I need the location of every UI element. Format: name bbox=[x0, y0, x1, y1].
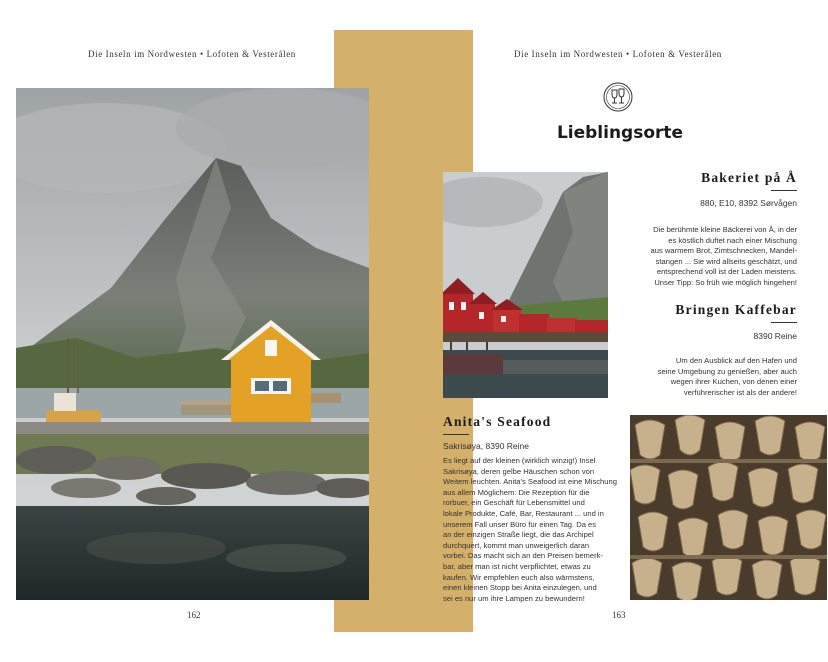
entry-title-anitas: Anita's Seafood bbox=[443, 414, 552, 429]
entry-body-anitas: Es liegt auf der kleinen (wirklich winzig!) Insel Sakrisøya, deren gelbe Häuschen schon von Weitem leuchten. Anita's Seafood ist eine Mischung aus allem Möglichem: Die Rezeption für die rorbuer, ein Geschäft für Lebensmittel und lokale Produkte, Café, Bar, Restaurant ... und in unserem Fall unser Büro für einen Tag. Da es an der einzigen Straße liegt, die das Archipel durchquert, kommt man unweigerlich daran vorbei. Das macht sich an den Preisen bemerk- bar, aber man ist nicht verpflichtet, etwas zu kaufen. Wir empfehlen euch also wärmstens, einen kleinen Stopp bei Anita einzulegen, und sei es nur um ihre Lampen zu bewundern! bbox=[443, 456, 617, 603]
entry-title-bakeriet: Bakeriet på Å bbox=[701, 170, 797, 185]
photo-dried-stockfish bbox=[630, 415, 827, 600]
entry-body-bringen: Um den Ausblick auf den Hafen und seine Umgebung zu genießen, aber auch wegen ihrer Kuchen, von denen einer verführerischer ist als der andere! bbox=[657, 356, 797, 397]
photo-mountain-yellow-house bbox=[16, 88, 369, 600]
section-title: Lieblingsorte bbox=[556, 123, 684, 143]
entry-rule-bakeriet bbox=[771, 190, 797, 191]
right-running-head: Die Inseln im Nordwesten • Lofoten & Vesterålen bbox=[514, 49, 722, 59]
entry-rule-anitas bbox=[443, 434, 469, 435]
entry-rule-bringen bbox=[771, 322, 797, 323]
entry-address-anitas: Sakrisøya, 8390 Reine bbox=[443, 441, 529, 451]
entry-address-bringen: 8390 Reine bbox=[753, 331, 797, 341]
entry-address-bakeriet: 880, E10, 8392 Sørvågen bbox=[700, 198, 797, 208]
right-page-number: 163 bbox=[612, 610, 626, 620]
photo-red-rorbuer bbox=[443, 172, 608, 398]
entry-body-bakeriet: Die berühmte kleine Bäckerei von Å, in der es köstlich duftet nach einer Mischung aus warmem Brot, Zimtschnecken, Mandel- stangen ... Sie wird allseits geschätzt, und entsprechend voll ist der Laden meistens. Unser Tipp: So früh wie möglich hingehen! bbox=[650, 225, 797, 287]
left-page-number: 162 bbox=[187, 610, 201, 620]
left-running-head: Die Inseln im Nordwesten • Lofoten & Vesterålen bbox=[88, 49, 296, 59]
entry-title-bringen: Bringen Kaffebar bbox=[675, 302, 797, 317]
wine-glass-icon bbox=[603, 82, 633, 112]
